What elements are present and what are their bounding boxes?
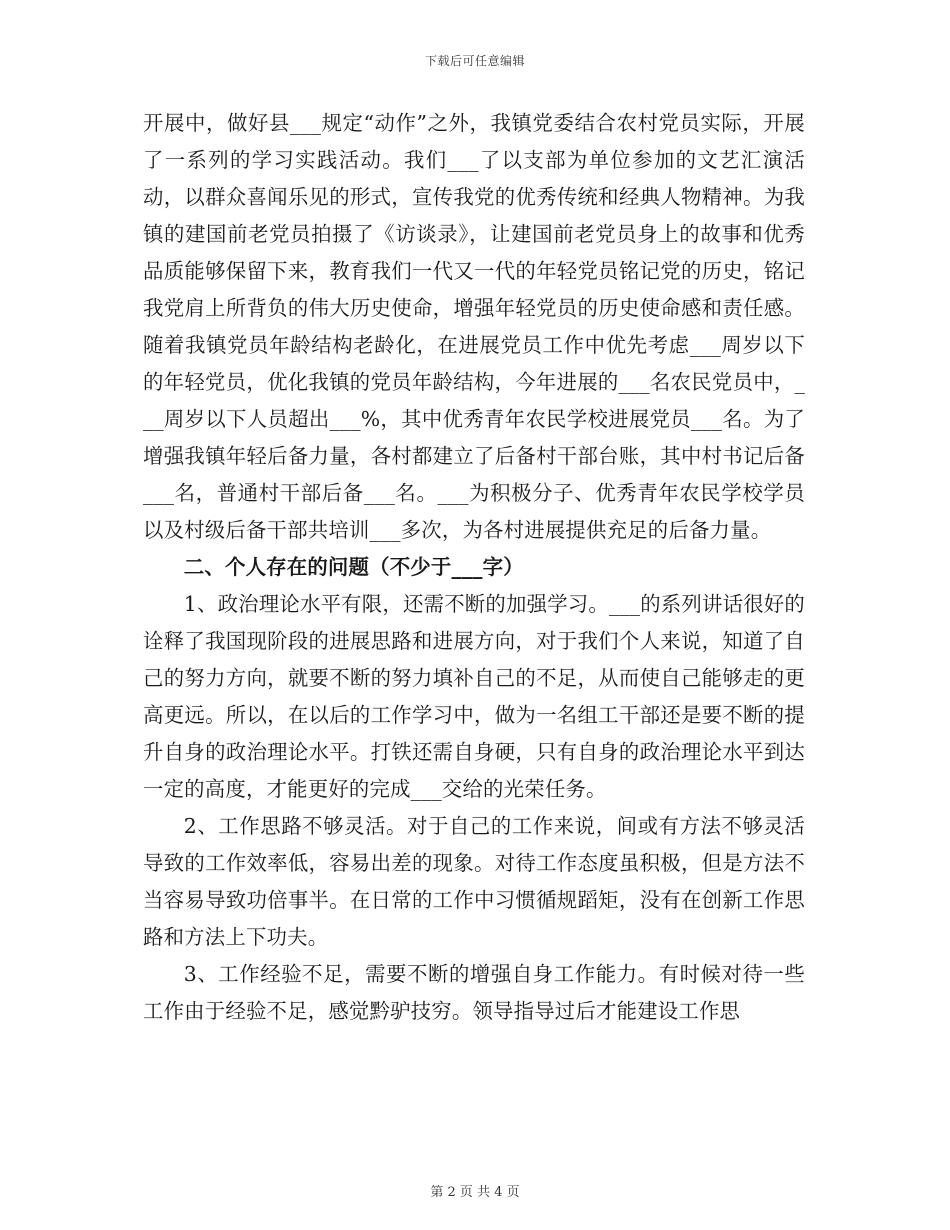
body-paragraph: 2、工作思路不够灵活。对于自己的工作来说，间或有方法不够灵活导致的工作效率低，容易出差的现象。对待工作态度虽积极，但是方法不当容易导致功倍事半。在日常的工作中习惯循规蹈矩，没有在创新工作思路和方法上下功夫。	[143, 814, 805, 949]
body-paragraph: 1、政治理论水平有限，还需不断的加强学习。___的系列讲话很好的诠释了我国现阶段的进展思路和进展方向，对于我们个人来说，知道了自己的努力方向，就要不断的努力填补自己的不足，从而使自己能够走的更高更远。所以，在以后的工作学习中，做为一名组工干部还是要不断的提升自身的政治理论水平。打铁还需自身硬，只有自身的政治理论水平到达一定的高度，才能更好的完成___交给的光荣任务。	[143, 592, 805, 801]
page-header: 下载后可任意编辑	[424, 54, 525, 68]
document-body	[143, 105, 805, 1030]
section-heading: 二、个人存在的问题（不少于___字）	[183, 555, 524, 579]
body-paragraph: 开展中，做好县___规定“动作”之外，我镇党委结合农村党员实际，开展了一系列的学习实践活动。我们___了以支部为单位参加的文艺汇演活动，以群众喜闻乐见的形式，宣传我党的优秀传统和经典人物精神。为我镇的建国前老党员拍摄了《访谈录》，让建国前老党员身上的故事和优秀品质能够保留下来，教育我们一代又一代的年轻党员铭记党的历史，铭记我党肩上所背负的伟大历史使命，增强年轻党员的历史使命感和责任感。随着我镇党员年龄结构老龄化，在进展党员工作中优先考虑___周岁以下的年轻党员，优化我镇的党员年龄结构，今年进展的___名农民党员中，___周岁以下人员超出___%，其中优秀青年农民学校进展党员___名。为了增强我镇年轻后备力量，各村都建立了后备村干部台账，其中村书记后备___名，普通村干部后备___名。___为积极分子、优秀青年农民学校学员以及村级后备干部共培训___多次，为各村进展提供充足的后备力量。	[143, 111, 805, 542]
page-footer: 第 2 页 共 4 页	[430, 1185, 520, 1200]
body-paragraph: 3、工作经验不足，需要不断的增强自身工作能力。有时候对待一些工作由于经验不足，感觉黔驴技穷。领导指导过后才能建设工作思	[143, 962, 805, 1023]
